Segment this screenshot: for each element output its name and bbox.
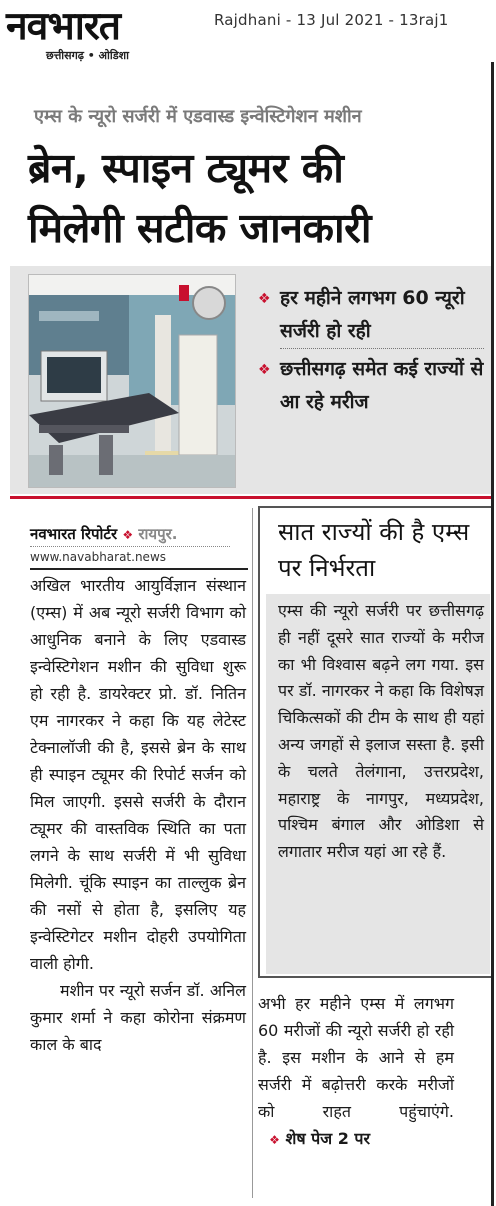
- column-rule: [30, 568, 248, 570]
- body-paragraph-2: मशीन पर न्यूरो सर्जन डॉ. अनिल कुमार शर्मा ने कहा कोरोना संक्रमण काल के बाद: [30, 981, 246, 1054]
- body-paragraph-1: अखिल भारतीय आयुर्विज्ञान संस्थान (एम्स) में अब न्यूरो सर्जरी विभाग को आधुनिक बनाने के लिए एडवास्ड इन्वेस्टिगेशन मशीन की सुविधा शुरू हो रही है. डायरेक्टर प्रो. डॉ. नितिन एम नागरकर ने कहा कि यह लेटेस्ट टेक्नालॉजी की है, इससे ब्रेन के साथ ही स्पाइन ट्यूमर की रिपोर्ट सर्जन को मिल जाएगी. इससे सर्जरी के दौरान ट्यूमर की वास्तविक स्थिति का पता लगने के साथ सर्जरी में भी सुविधा मिलेगी. चूंकि स्पाइन का ताल्लुक ब्रेन की नसों से होता है, इसलिए यह इन्वेस्टिगेटर मशीन दोहरी उपयोगिता वाली होगी.: [30, 576, 246, 973]
- edition-regions: छत्तीसगढ़ • ओडिशा: [46, 49, 129, 62]
- continued-label: शेष पेज 2 पर: [285, 1129, 371, 1148]
- article-kicker: एम्स के न्यूरो सर्जरी में एडवास्ड इन्वेस्टिगेशन मशीन: [34, 106, 362, 127]
- highlight-item: [258, 353, 484, 419]
- byline-rule: [30, 546, 230, 547]
- sidebar-title: सात राज्यों की है एम्स पर निर्भरता: [278, 518, 470, 582]
- article-body-left: [30, 572, 246, 1058]
- newspaper-logo: नवभारत: [6, 3, 121, 49]
- diamond-bullet-icon: ❖: [122, 528, 134, 542]
- byline: [30, 524, 177, 544]
- page-edge-rule: [491, 62, 494, 1206]
- headline-line-1: ब्रेन, स्पाइन ट्यूमर की: [28, 144, 344, 192]
- byline-city: रायपुर.: [138, 525, 178, 543]
- headline-line-2: मिलेगी सटीक जानकारी: [28, 204, 371, 252]
- article-headline: [28, 138, 371, 258]
- continued-note: [258, 1129, 370, 1148]
- highlight-text: हर महीने लगभग 60 न्यूरो सर्जरी हो रही: [280, 282, 484, 349]
- article-body-right: [258, 990, 454, 1154]
- body-right-text: अभी हर महीने एम्स में लगभग 60 मरीजों की न्यूरो सर्जरी हो रही है. इस मशीन के आने से हम सर्जरी में बढ़ोत्तरी करके मरीजों को राहत पहुंचाएंगे.: [258, 994, 454, 1121]
- operating-theatre-photo: [28, 274, 236, 488]
- highlight-text: छत्तीसगढ़ समेत कई राज्यों से आ रहे मरीज: [280, 358, 484, 413]
- operating-theatre-illustration: [29, 275, 235, 487]
- edition-dateline: Rajdhani - 13 Jul 2021 - 13raj1: [214, 11, 449, 29]
- diamond-bullet-icon: ❖: [269, 1133, 280, 1147]
- section-divider: [10, 496, 491, 499]
- column-divider: [252, 508, 253, 1198]
- sidebar-body: एम्स की न्यूरो सर्जरी पर छत्तीसगढ़ ही नहीं दूसरे सात राज्यों के मरीज का भी विश्वास बढ़ने लग गया. इस पर डॉ. नागरकर ने कहा कि विशेषज्ञ चिकित्सकों की टीम के साथ ही यहां अन्य जगहों से इलाज सस्ता है. इसी के चलते तेलंगाना, उत्तरप्रदेश, महाराष्ट्र के नागपुर, मध्यप्रदेश, पश्चिम बंगाल और ओडिशा से लगातार मरीज यहां आ रहे हैं.: [278, 601, 484, 862]
- website-link: www.navabharat.news: [30, 550, 167, 564]
- diamond-bullet-icon: ❖: [258, 362, 271, 378]
- diamond-bullet-icon: ❖: [258, 291, 271, 307]
- byline-reporter: नवभारत रिपोर्टर: [30, 525, 118, 543]
- highlights-list: [258, 282, 484, 423]
- highlight-item: [258, 282, 484, 349]
